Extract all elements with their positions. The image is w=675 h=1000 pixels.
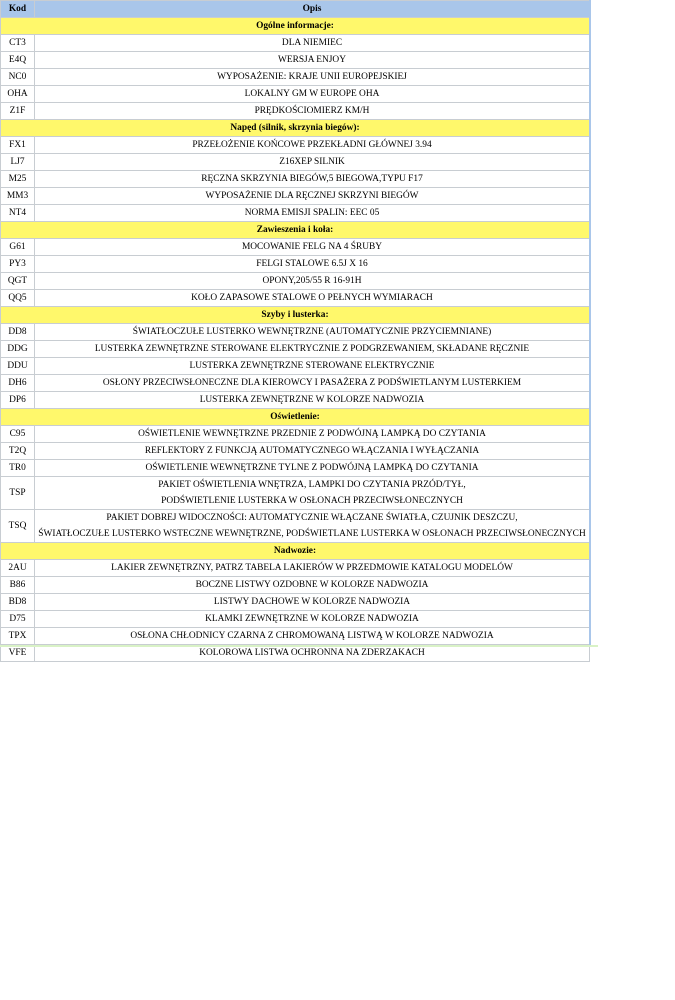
option-code: DP6 xyxy=(1,392,35,409)
option-code: 2AU xyxy=(1,560,35,577)
table-row xyxy=(1,324,590,341)
option-code: QGT xyxy=(1,273,35,290)
option-description-line: ŚWIATŁOCZUŁE LUSTERKO WSTECZNE WEWNĘTRZNE, PODŚWIETLANE LUSTERKA W OSŁONACH PRZECIWSŁONECZNYCH xyxy=(38,529,586,539)
option-description-line: WYPOSAŻENIE DLA RĘCZNEJ SKRZYNI BIEGÓW xyxy=(205,191,419,201)
option-description xyxy=(35,426,590,443)
table-row xyxy=(1,358,590,375)
option-description-line: OSŁONY PRZECIWSŁONECZNE DLA KIEROWCY I PASAŻERA Z PODŚWIETLANYM LUSTERKIEM xyxy=(102,378,522,388)
option-description xyxy=(35,324,590,341)
option-description xyxy=(35,188,590,205)
table-row xyxy=(1,290,590,307)
option-description-line: PODŚWIETLENIE LUSTERKA W OSŁONACH PRZECIWSŁONECZNYCH xyxy=(161,496,463,506)
header-code: Kod xyxy=(1,1,35,18)
option-description-line: FELGI STALOWE 6.5J X 16 xyxy=(256,259,368,269)
table-row xyxy=(1,52,590,69)
option-code: MM3 xyxy=(1,188,35,205)
table-row xyxy=(1,188,590,205)
table-body xyxy=(1,18,590,662)
option-code: DDU xyxy=(1,358,35,375)
option-description xyxy=(35,645,590,662)
option-description-line: LUSTERKA ZEWNĘTRZNE STEROWANE ELEKTRYCZNIE Z PODGRZEWANIEM, SKŁADANE RĘCZNIE xyxy=(94,344,530,354)
option-description xyxy=(35,256,590,273)
option-description xyxy=(35,560,590,577)
option-description xyxy=(35,137,590,154)
section-header-row xyxy=(1,543,590,560)
option-code: OHA xyxy=(1,86,35,103)
option-code: CT3 xyxy=(1,35,35,52)
option-code: FX1 xyxy=(1,137,35,154)
table-row xyxy=(1,137,590,154)
option-description-line: REFLEKTORY Z FUNKCJĄ AUTOMATYCZNEGO WŁĄCZANIA I WYŁĄCZANIA xyxy=(144,446,480,456)
option-code: M25 xyxy=(1,171,35,188)
option-code: B86 xyxy=(1,577,35,594)
table-row xyxy=(1,645,590,662)
option-description xyxy=(35,86,590,103)
option-description xyxy=(35,594,590,611)
section-title: Ogólne informacje: xyxy=(1,18,590,35)
option-description xyxy=(35,154,590,171)
table-row xyxy=(1,577,590,594)
table-row xyxy=(1,392,590,409)
option-description-line: BOCZNE LISTWY OZDOBNE W KOLORZE NADWOZIA xyxy=(195,580,429,590)
option-description-line: Z16XEP SILNIK xyxy=(279,157,345,167)
header-description: Opis xyxy=(35,1,590,18)
option-code: DD8 xyxy=(1,324,35,341)
option-description-line: RĘCZNA SKRZYNIA BIEGÓW,5 BIEGOWA,TYPU F17 xyxy=(201,174,423,184)
section-header-row xyxy=(1,18,590,35)
option-description xyxy=(35,510,590,543)
section-title: Szyby i lusterka: xyxy=(1,307,590,324)
table-row xyxy=(1,239,590,256)
option-code: DDG xyxy=(1,341,35,358)
option-description xyxy=(35,628,590,645)
option-code: BD8 xyxy=(1,594,35,611)
option-description xyxy=(35,477,590,510)
option-description-line: KOLOROWA LISTWA OCHRONNA NA ZDERZAKACH xyxy=(199,648,425,658)
option-description xyxy=(35,611,590,628)
table-row xyxy=(1,594,590,611)
table-row xyxy=(1,560,590,577)
table-right-border xyxy=(589,0,591,645)
option-description xyxy=(35,52,590,69)
table-row xyxy=(1,35,590,52)
option-description-line: WYPOSAŻENIE: KRAJE UNII EUROPEJSKIEJ xyxy=(217,72,407,82)
option-code: TSP xyxy=(1,477,35,510)
option-code: C95 xyxy=(1,426,35,443)
option-description-line: LISTWY DACHOWE W KOLORZE NADWOZIA xyxy=(213,597,411,607)
option-description xyxy=(35,171,590,188)
section-header-row xyxy=(1,120,590,137)
table-row xyxy=(1,510,590,543)
option-description-line: LUSTERKA ZEWNĘTRZNE STEROWANE ELEKTRYCZNIE xyxy=(189,361,435,371)
option-code: PY3 xyxy=(1,256,35,273)
option-description-line: PAKIET DOBREJ WIDOCZNOŚCI: AUTOMATYCZNIE WŁĄCZANE ŚWIATŁA, CZUJNIK DESZCZU, xyxy=(106,513,518,523)
option-code: D75 xyxy=(1,611,35,628)
option-code: Z1F xyxy=(1,103,35,120)
option-description xyxy=(35,273,590,290)
option-code: QQ5 xyxy=(1,290,35,307)
option-description-line: OSŁONA CHŁODNICY CZARNA Z CHROMOWANĄ LISTWĄ W KOLORZE NADWOZIA xyxy=(130,631,494,641)
option-description-line: DLA NIEMIEC xyxy=(281,38,343,48)
option-description-line: KOŁO ZAPASOWE STALOWE O PEŁNYCH WYMIARACH xyxy=(191,293,433,303)
option-code: LJ7 xyxy=(1,154,35,171)
option-code: TSQ xyxy=(1,510,35,543)
option-code: TPX xyxy=(1,628,35,645)
section-title: Napęd (silnik, skrzynia biegów): xyxy=(1,120,590,137)
table-row xyxy=(1,477,590,510)
table-row xyxy=(1,628,590,645)
option-description-line: NORMA EMISJI SPALIN: EEC 05 xyxy=(244,208,380,218)
option-description xyxy=(35,290,590,307)
table-row xyxy=(1,273,590,290)
option-code: NT4 xyxy=(1,205,35,222)
table-bottom-rule xyxy=(0,645,598,647)
option-description-line: PAKIET OŚWIETLENIA WNĘTRZA, LAMPKI DO CZYTANIA PRZÓD/TYŁ, xyxy=(158,480,466,490)
table-row xyxy=(1,256,590,273)
table-row xyxy=(1,86,590,103)
option-description xyxy=(35,358,590,375)
table-row xyxy=(1,375,590,392)
option-code: G61 xyxy=(1,239,35,256)
option-description-line: OŚWIETLENIE WEWNĘTRZNE PRZEDNIE Z PODWÓJNĄ LAMPKĄ DO CZYTANIA xyxy=(138,429,486,439)
option-description xyxy=(35,239,590,256)
option-description-line: WERSJA ENJOY xyxy=(278,55,346,65)
table-row xyxy=(1,611,590,628)
option-code: NC0 xyxy=(1,69,35,86)
table-row xyxy=(1,103,590,120)
option-code: TR0 xyxy=(1,460,35,477)
option-code: VFE xyxy=(1,645,35,662)
option-description xyxy=(35,577,590,594)
option-description xyxy=(35,205,590,222)
option-description xyxy=(35,103,590,120)
table-row xyxy=(1,205,590,222)
option-description-line: ŚWIATŁOCZUŁE LUSTERKO WEWNĘTRZNE (AUTOMATYCZNIE PRZYCIEMNIANE) xyxy=(132,327,492,337)
option-description xyxy=(35,341,590,358)
option-description xyxy=(35,375,590,392)
option-code: DH6 xyxy=(1,375,35,392)
option-code: E4Q xyxy=(1,52,35,69)
option-description xyxy=(35,392,590,409)
table-row xyxy=(1,460,590,477)
option-description-line: MOCOWANIE FELG NA 4 ŚRUBY xyxy=(241,242,383,252)
option-description-line: LOKALNY GM W EUROPE OHA xyxy=(244,89,380,99)
option-description-line: LAKIER ZEWNĘTRZNY, PATRZ TABELA LAKIERÓW W PRZEDMOWIE KATALOGU MODELÓW xyxy=(111,563,513,573)
table-header-row xyxy=(1,1,590,18)
section-header-row xyxy=(1,409,590,426)
option-description xyxy=(35,443,590,460)
section-title: Nadwozie: xyxy=(1,543,590,560)
option-code: T2Q xyxy=(1,443,35,460)
option-description xyxy=(35,35,590,52)
section-header-row xyxy=(1,307,590,324)
section-title: Oświetlenie: xyxy=(1,409,590,426)
section-header-row xyxy=(1,222,590,239)
option-description xyxy=(35,460,590,477)
section-title: Zawieszenia i koła: xyxy=(1,222,590,239)
option-description-line: OŚWIETLENIE WEWNĘTRZNE TYLNE Z PODWÓJNĄ LAMPKĄ DO CZYTANIA xyxy=(145,463,479,473)
option-description-line: PRĘDKOŚCIOMIERZ KM/H xyxy=(254,106,370,116)
table-row xyxy=(1,341,590,358)
option-description-line: OPONY,205/55 R 16-91H xyxy=(262,276,362,286)
option-description-line: LUSTERKA ZEWNĘTRZNE W KOLORZE NADWOZIA xyxy=(199,395,425,405)
option-description xyxy=(35,69,590,86)
option-description-line: KLAMKI ZEWNĘTRZNE W KOLORZE NADWOZIA xyxy=(205,614,419,624)
table-row xyxy=(1,443,590,460)
table-row xyxy=(1,154,590,171)
table-row xyxy=(1,69,590,86)
table-row xyxy=(1,426,590,443)
table-row xyxy=(1,171,590,188)
option-description-line: PRZEŁOŻENIE KOŃCOWE PRZEKŁADNI GŁÓWNEJ 3.94 xyxy=(192,140,432,150)
